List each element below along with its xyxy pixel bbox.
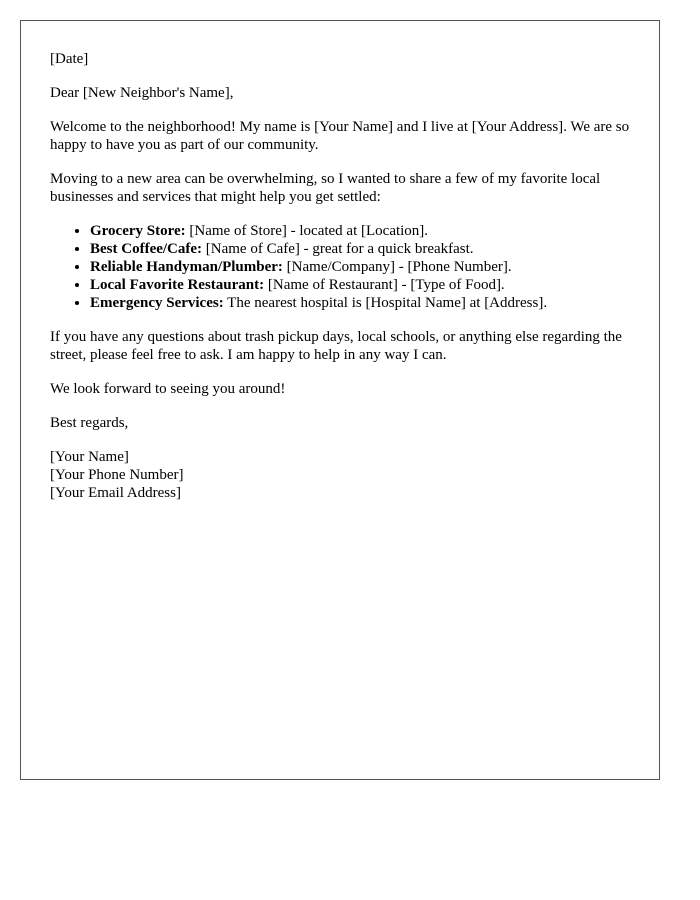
signature-email: [Your Email Address] <box>50 485 181 501</box>
letter-page <box>20 20 660 780</box>
look-forward-paragraph: We look forward to seeing you around! <box>50 381 286 397</box>
list-item <box>90 276 635 294</box>
service-detail: [Name of Cafe] - great for a quick breakfast. <box>202 241 474 257</box>
list-item <box>90 240 635 258</box>
moving-paragraph: Moving to a new area can be overwhelming, so I wanted to share a few of my favorite local businesses and services that might help you get settled: <box>50 171 601 205</box>
list-item <box>90 294 635 312</box>
services-list <box>50 222 635 312</box>
intro-paragraph: Welcome to the neighborhood! My name is [Your Name] and I live at [Your Address]. We are so happy to have you as part of our community. <box>50 119 630 153</box>
service-label: Best Coffee/Cafe: <box>90 241 203 257</box>
signature-phone: [Your Phone Number] <box>50 467 184 483</box>
service-label: Emergency Services: <box>90 295 224 311</box>
service-detail: [Name/Company] - [Phone Number]. <box>282 259 512 275</box>
signature-block <box>50 448 635 502</box>
service-detail: [Name of Restaurant] - [Type of Food]. <box>264 277 505 293</box>
service-label: Local Favorite Restaurant: <box>90 277 265 293</box>
letter-content <box>50 50 635 502</box>
letter-date: [Date] <box>50 51 89 67</box>
list-item <box>90 222 635 240</box>
signature-name: [Your Name] <box>50 449 129 465</box>
salutation: Dear [New Neighbor's Name], <box>50 85 234 101</box>
questions-paragraph: If you have any questions about trash pickup days, local schools, or anything else regarding the street, please feel free to ask. I am happy to help in any way I can. <box>50 329 622 363</box>
service-detail: The nearest hospital is [Hospital Name] at [Address]. <box>223 295 548 311</box>
list-item <box>90 258 635 276</box>
service-label: Reliable Handyman/Plumber: <box>90 259 283 275</box>
service-label: Grocery Store: <box>90 223 186 239</box>
closing: Best regards, <box>50 415 129 431</box>
service-detail: [Name of Store] - located at [Location]. <box>185 223 429 239</box>
